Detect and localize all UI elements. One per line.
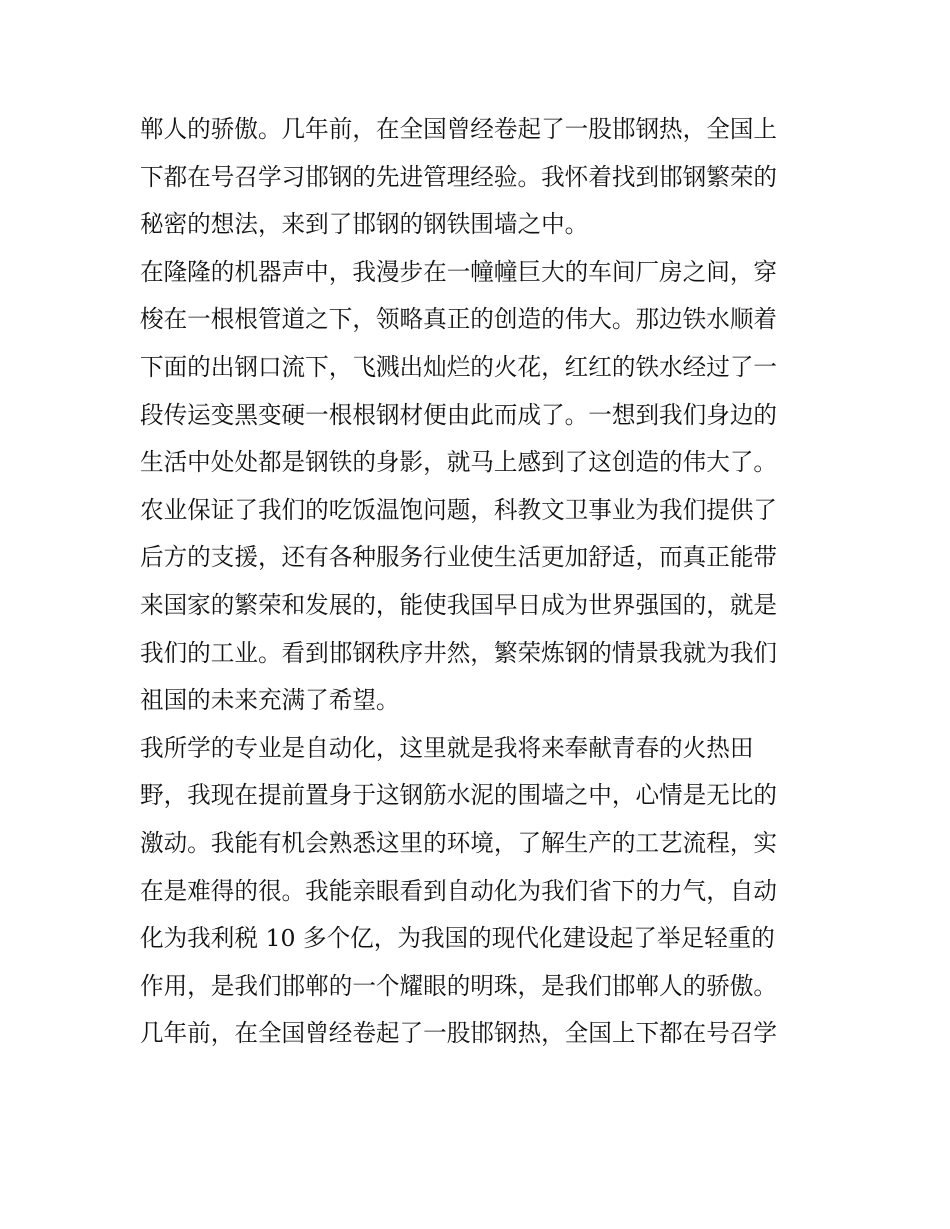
text-line: 在隆隆的机器声中，我漫步在一幢幢巨大的车间厂房之间，穿 xyxy=(140,257,778,286)
text-line: 下都在号召学习邯钢的先进管理经验。我怀着找到邯钢繁荣的 xyxy=(140,162,778,191)
text-line: 在是难得的很。我能亲眼看到自动化为我们省下的力气，自动 xyxy=(140,876,778,905)
text-line: 生活中处处都是钢铁的身影，就马上感到了这创造的伟大了。 xyxy=(140,448,778,477)
text-line: 作用，是我们邯郸的一个耀眼的明珠，是我们邯郸人的骄傲。 xyxy=(140,971,778,1000)
text-line: 来国家的繁荣和发展的，能使我国早日成为世界强国的，就是 xyxy=(140,590,778,619)
text-line: 祖国的未来充满了希望。 xyxy=(140,686,400,715)
text-line: 梭在一根根管道之下，领略真正的创造的伟大。那边铁水顺着 xyxy=(140,305,778,334)
text-line: 几年前，在全国曾经卷起了一股邯钢热，全国上下都在号召学 xyxy=(140,1019,778,1048)
text-line: 野，我现在提前置身于这钢筋水泥的围墙之中，心情是无比的 xyxy=(140,781,778,810)
text-line: 段传运变黑变硬一根根钢材便由此而成了。一想到我们身边的 xyxy=(140,400,778,429)
text-line: 下面的出钢口流下，飞溅出灿烂的火花，红红的铁水经过了一 xyxy=(140,352,778,381)
document-body xyxy=(140,106,820,1058)
text-line: 农业保证了我们的吃饭温饱问题，科教文卫事业为我们提供了 xyxy=(140,495,778,524)
text-line: 我所学的专业是自动化，这里就是我将来奉献青春的火热田 xyxy=(140,733,754,762)
text-line: 激动。我能有机会熟悉这里的环境，了解生产的工艺流程，实 xyxy=(140,828,778,857)
text-line: 后方的支援，还有各种服务行业使生活更加舒适，而真正能带 xyxy=(140,543,778,572)
text-line: 化为我利税 10 多个亿，为我国的现代化建设起了举足轻重的 xyxy=(140,924,775,953)
text-line: 我们的工业。看到邯钢秩序井然，繁荣炼钢的情景我就为我们 xyxy=(140,638,778,667)
text-line: 郸人的骄傲。几年前，在全国曾经卷起了一股邯钢热，全国上 xyxy=(140,115,778,143)
text-line: 秘密的想法，来到了邯钢的钢铁围墙之中。 xyxy=(140,210,589,239)
